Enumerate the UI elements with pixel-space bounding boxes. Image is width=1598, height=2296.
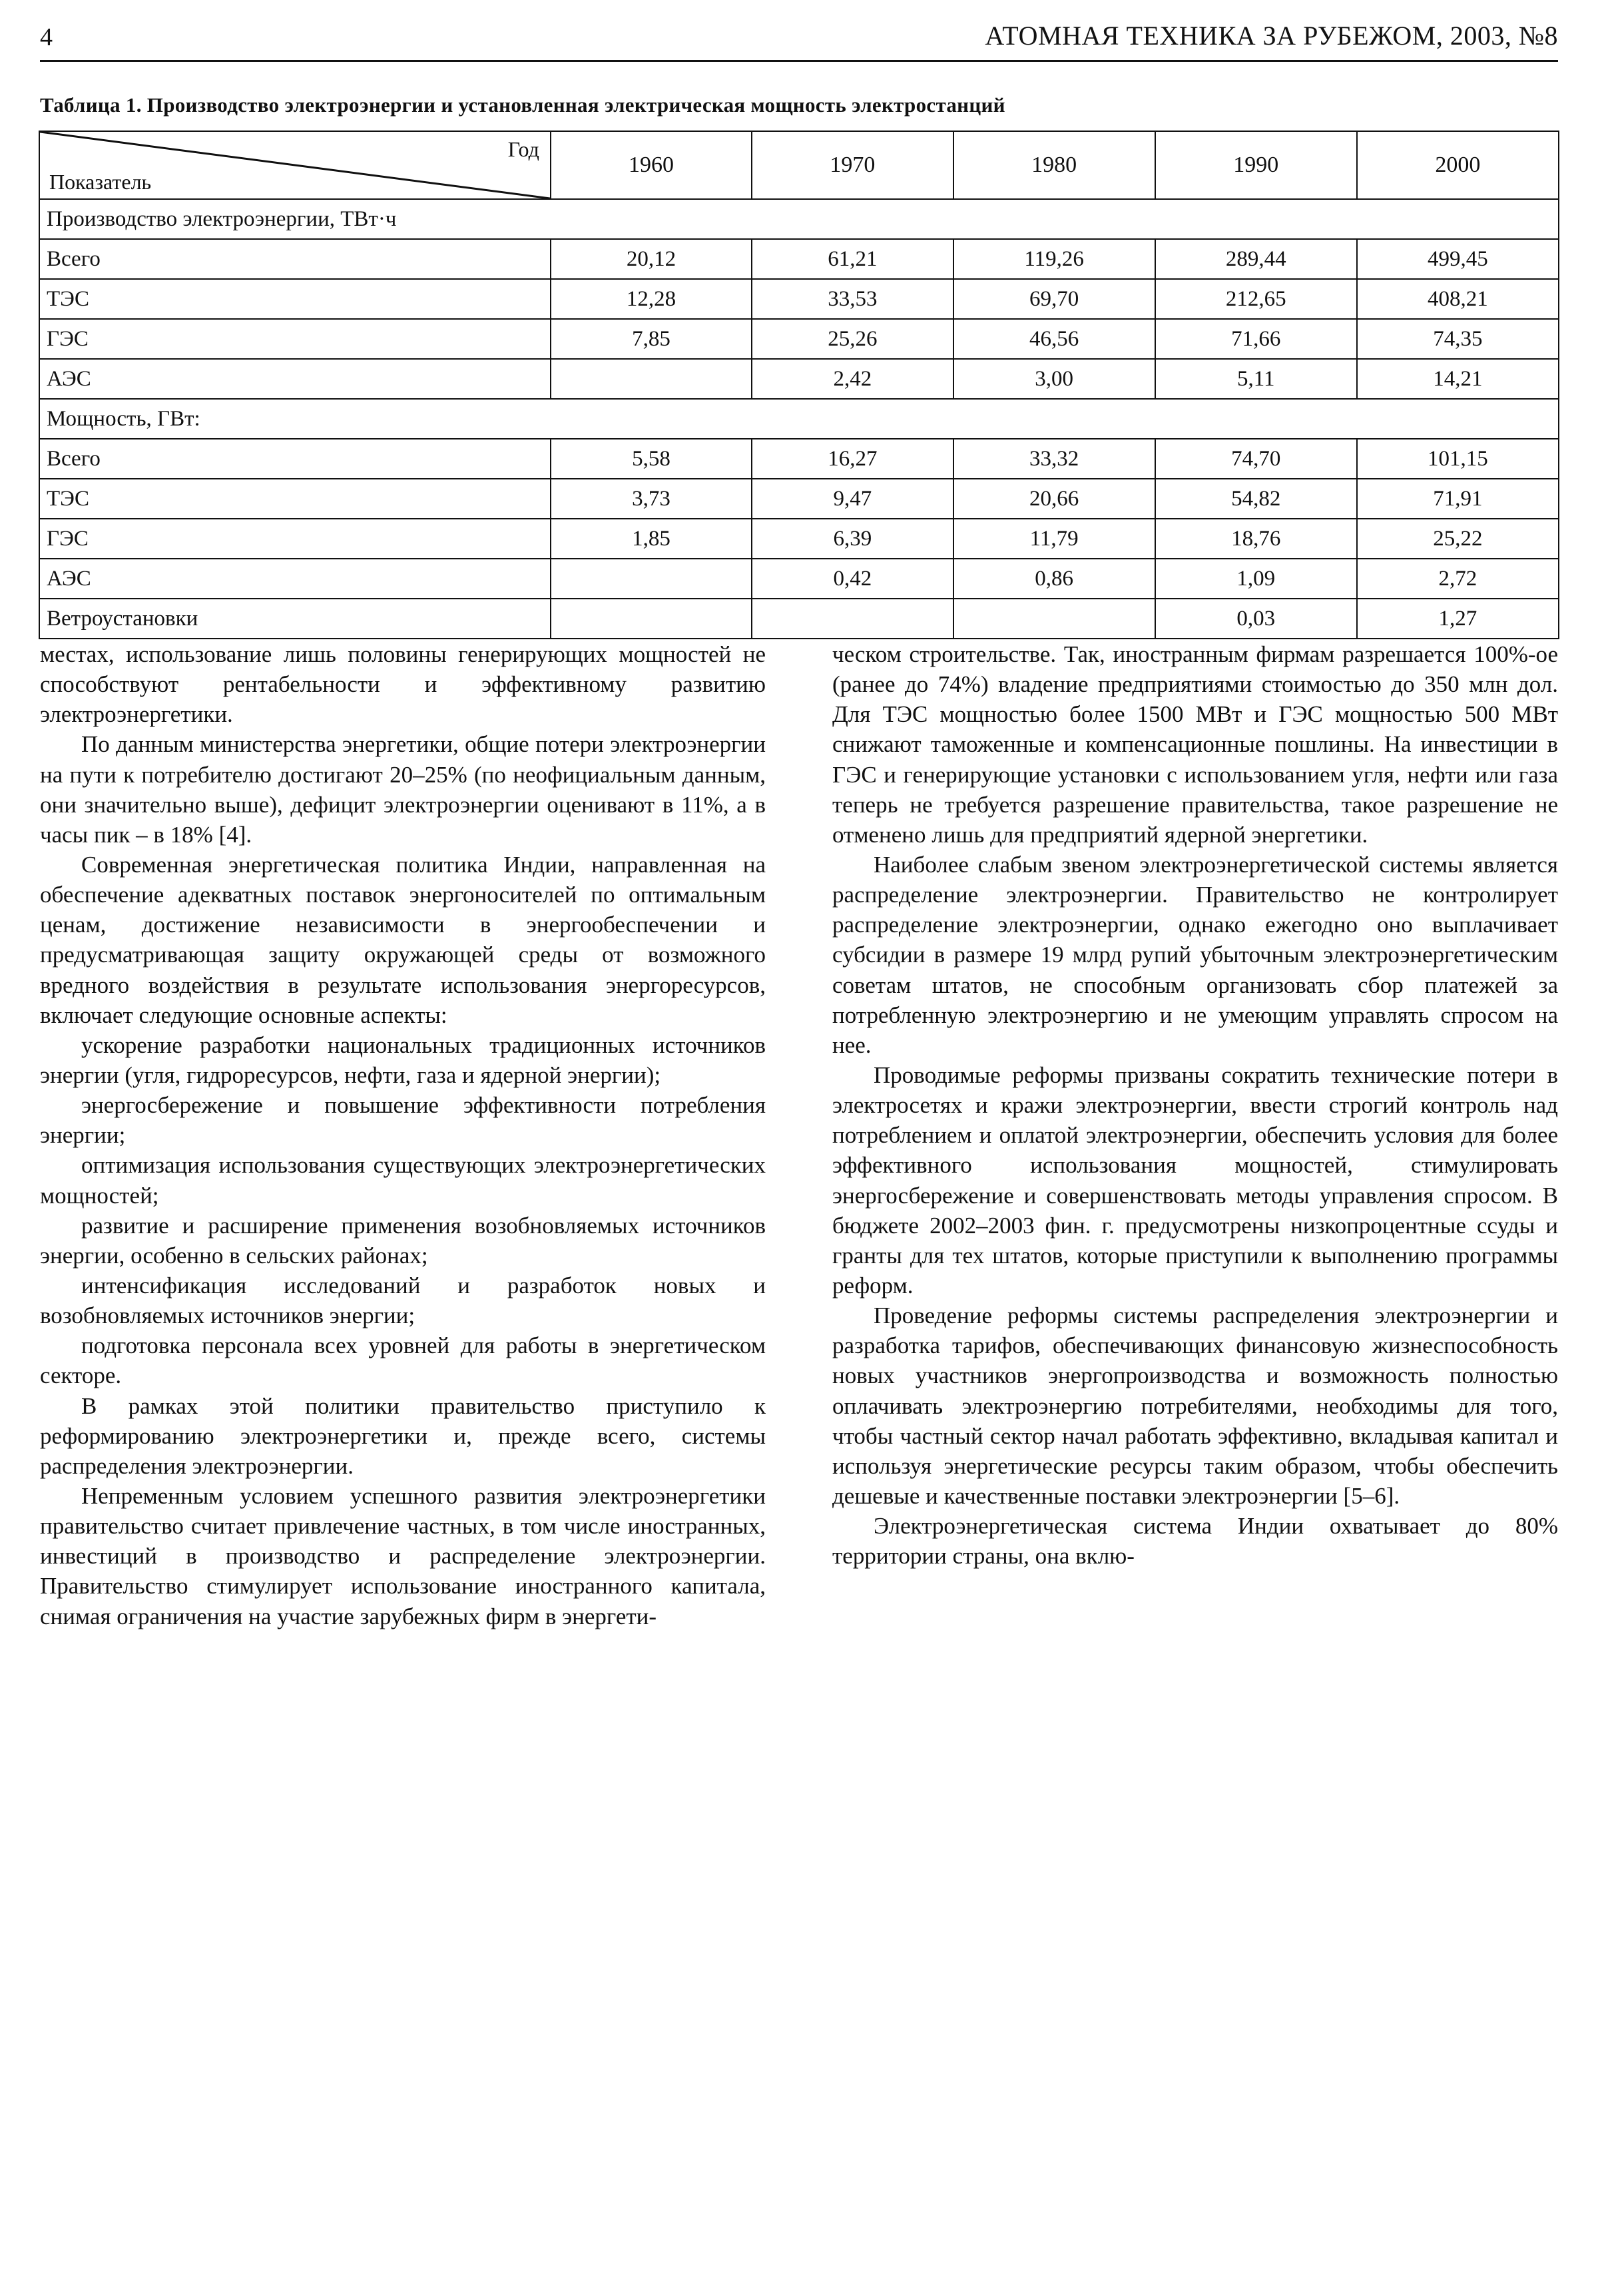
paragraph: оптимизация использования существующих электроэнергетических мощностей; bbox=[40, 1152, 766, 1209]
cell-value: 7,85 bbox=[551, 319, 752, 359]
cell-value: 12,28 bbox=[551, 279, 752, 319]
paragraph: развитие и расширение применения возобновляемых источников энергии, особенно в сельских районах; bbox=[40, 1212, 766, 1269]
section-header-generation: Производство электроэнергии, ТВт·ч bbox=[39, 199, 1559, 239]
table-row bbox=[39, 359, 1559, 399]
column-header-2000: 2000 bbox=[1357, 131, 1559, 199]
cell-value: 101,15 bbox=[1357, 439, 1559, 479]
cell-value: 408,21 bbox=[1357, 279, 1559, 319]
cell-value: 0,42 bbox=[752, 559, 953, 599]
corner-indicator-label: Показатель bbox=[49, 170, 152, 194]
cell-value: 25,26 bbox=[752, 319, 953, 359]
paragraph: местах, использование лишь половины генерирующих мощностей не способствуют рентабельности и эффективному развитию электроэнергетики. bbox=[40, 641, 766, 728]
table-row bbox=[39, 559, 1559, 599]
paragraph: По данным министерства энергетики, общие потери электроэнергии на пути к потребителю достигают 20–25% (по неофициальным данным, они значительно выше), дефицит электроэнергии оценивают в 11%, а в часы пик – в 18% [4]. bbox=[40, 731, 766, 848]
paragraph: энергосбережение и повышение эффективности потребления энергии; bbox=[40, 1092, 766, 1149]
column-header-1990: 1990 bbox=[1155, 131, 1357, 199]
cell-value: 1,27 bbox=[1357, 599, 1559, 639]
cell-value: 54,82 bbox=[1155, 479, 1357, 519]
paragraph: Проведение реформы системы распределения электроэнергии и разработка тарифов, обеспечивающих финансовую жизнеспособность новых участников энергопроизводства и возможность полностью оплачивать электроэнергию потребителями, необходимы для того, чтобы частный сектор начал работать эффективно, вкладывая капитал и используя энергетические ресурсы таким образом, чтобы обеспечить дешевые и качественные поставки электроэнергии [5–6]. bbox=[832, 1302, 1558, 1509]
cell-value: 1,85 bbox=[551, 519, 752, 559]
cell-value: 289,44 bbox=[1155, 239, 1357, 279]
paragraph: Непременным условием успешного развития электроэнергетики правительство считает привлечение частных, в том числе иностранных, инвестиций в производство и распределение электроэнергии. Правительство стимулирует использование иностранного капитала, снимая ограничения на участие зарубежных фирм в энергети- bbox=[40, 1482, 766, 1629]
cell-value bbox=[551, 599, 752, 639]
cell-value: 20,66 bbox=[953, 479, 1155, 519]
paragraph: Наиболее слабым звеном электроэнергетической системы является распределение электроэнергии. Правительство не контролирует распределение электроэнергии, однако ежегодно оно выплачивает субсидии в размере 19 млрд рупий убыточным электроэнергетическим советам штатов, не способным организовать сбор платежей за потребленную электроэнергию и не умеющим управлять спросом на нее. bbox=[832, 851, 1558, 1058]
cell-value: 0,03 bbox=[1155, 599, 1357, 639]
paragraph: В рамках этой политики правительство приступило к реформированию электроэнергетики и, прежде всего, системы распределения электроэнергии. bbox=[40, 1392, 766, 1479]
table-row bbox=[39, 479, 1559, 519]
paragraph: Современная энергетическая политика Индии, направленная на обеспечение адекватных поставок энергоносителей по оптимальным ценам, достижение независимости в энергообеспечении и предусматривающая защиту окружающей среды от возможного вредного воздействия в результате использования энергоресурсов, включает следующие основные аспекты: bbox=[40, 851, 766, 1028]
column-header-1980: 1980 bbox=[953, 131, 1155, 199]
cell-value: 25,22 bbox=[1357, 519, 1559, 559]
cell-value: 20,12 bbox=[551, 239, 752, 279]
paragraph: интенсификация исследований и разработок новых и возобновляемых источников энергии; bbox=[40, 1272, 766, 1329]
column-header-1970: 1970 bbox=[752, 131, 953, 199]
row-label: АЭС bbox=[39, 359, 551, 399]
cell-value: 69,70 bbox=[953, 279, 1155, 319]
table-row bbox=[39, 239, 1559, 279]
row-label: Всего bbox=[39, 239, 551, 279]
table-row bbox=[39, 279, 1559, 319]
cell-value: 0,86 bbox=[953, 559, 1155, 599]
cell-value: 16,27 bbox=[752, 439, 953, 479]
table-row bbox=[39, 599, 1559, 639]
row-label: Всего bbox=[39, 439, 551, 479]
cell-value: 2,42 bbox=[752, 359, 953, 399]
table-row bbox=[39, 399, 1559, 439]
cell-value: 499,45 bbox=[1357, 239, 1559, 279]
table-row bbox=[39, 319, 1559, 359]
corner-year-label: Год bbox=[507, 137, 539, 161]
table-corner-cell bbox=[39, 131, 551, 199]
cell-value bbox=[953, 599, 1155, 639]
cell-value: 3,00 bbox=[953, 359, 1155, 399]
paragraph: ческом строительстве. Так, иностранным фирмам разрешается 100%-ое (ранее до 74%) владение предприятиями стоимостью до 350 млн дол. Для ТЭС мощностью более 1500 МВт и ГЭС мощностью 500 МВт снижают таможенные и компенсационные пошлины. На инвестиции в ГЭС и генерирующие установки с использованием угля, нефти или газа теперь не требуется разрешение правительства, такое разрешение не отменено лишь для предприятий ядерной энергетики. bbox=[832, 641, 1558, 848]
page-header bbox=[40, 19, 1558, 65]
cell-value bbox=[551, 559, 752, 599]
row-label: ТЭС bbox=[39, 479, 551, 519]
table-caption: Таблица 1. Производство электроэнергии и установленная электрическая мощность электростанций bbox=[40, 93, 1005, 117]
column-header-1960: 1960 bbox=[551, 131, 752, 199]
page-number: 4 bbox=[40, 23, 53, 51]
body-column-left bbox=[40, 639, 766, 1631]
cell-value: 33,53 bbox=[752, 279, 953, 319]
row-label: ТЭС bbox=[39, 279, 551, 319]
cell-value: 5,11 bbox=[1155, 359, 1357, 399]
cell-value: 5,58 bbox=[551, 439, 752, 479]
paragraph: ускорение разработки национальных традиционных источников энергии (угля, гидроресурсов, нефти, газа и ядерной энергии); bbox=[40, 1031, 766, 1088]
cell-value: 9,47 bbox=[752, 479, 953, 519]
cell-value: 71,91 bbox=[1357, 479, 1559, 519]
cell-value: 18,76 bbox=[1155, 519, 1357, 559]
cell-value: 46,56 bbox=[953, 319, 1155, 359]
cell-value: 11,79 bbox=[953, 519, 1155, 559]
table-row bbox=[39, 439, 1559, 479]
electricity-table bbox=[39, 131, 1559, 639]
cell-value: 61,21 bbox=[752, 239, 953, 279]
body-column-right bbox=[832, 639, 1558, 1571]
section-header-capacity: Мощность, ГВт: bbox=[39, 399, 1559, 439]
cell-value: 119,26 bbox=[953, 239, 1155, 279]
cell-value: 33,32 bbox=[953, 439, 1155, 479]
cell-value: 212,65 bbox=[1155, 279, 1357, 319]
paragraph: Проводимые реформы призваны сократить технические потери в электросетях и кражи электроэнергии, ввести строгий контроль над потреблением и оплатой электроэнергии, обеспечить условия для более эффективного использования мощностей, стимулировать энергосбережение и совершенствовать методы управления спросом. В бюджете 2002–2003 фин. г. предусмотрены низкопроцентные ссуды и гранты для тех штатов, которые приступили к выполнению программы реформ. bbox=[832, 1061, 1558, 1298]
cell-value: 6,39 bbox=[752, 519, 953, 559]
journal-title: АТОМНАЯ ТЕХНИКА ЗА РУБЕЖОМ, 2003, №8 bbox=[985, 21, 1558, 51]
paragraph: подготовка персонала всех уровней для работы в энергетическом секторе. bbox=[40, 1332, 766, 1389]
cell-value: 2,72 bbox=[1357, 559, 1559, 599]
table-row bbox=[39, 199, 1559, 239]
cell-value bbox=[752, 599, 953, 639]
cell-value: 74,70 bbox=[1155, 439, 1357, 479]
row-label: Ветроустановки bbox=[39, 599, 551, 639]
cell-value: 14,21 bbox=[1357, 359, 1559, 399]
row-label: ГЭС bbox=[39, 519, 551, 559]
cell-value: 74,35 bbox=[1357, 319, 1559, 359]
table-header-row bbox=[39, 131, 1559, 199]
row-label: ГЭС bbox=[39, 319, 551, 359]
row-label: АЭС bbox=[39, 559, 551, 599]
cell-value: 3,73 bbox=[551, 479, 752, 519]
paragraph: Электроэнергетическая система Индии охватывает до 80% территории страны, она вклю- bbox=[832, 1513, 1558, 1570]
cell-value: 1,09 bbox=[1155, 559, 1357, 599]
table-row bbox=[39, 519, 1559, 559]
cell-value bbox=[551, 359, 752, 399]
cell-value: 71,66 bbox=[1155, 319, 1357, 359]
header-divider bbox=[40, 60, 1558, 62]
